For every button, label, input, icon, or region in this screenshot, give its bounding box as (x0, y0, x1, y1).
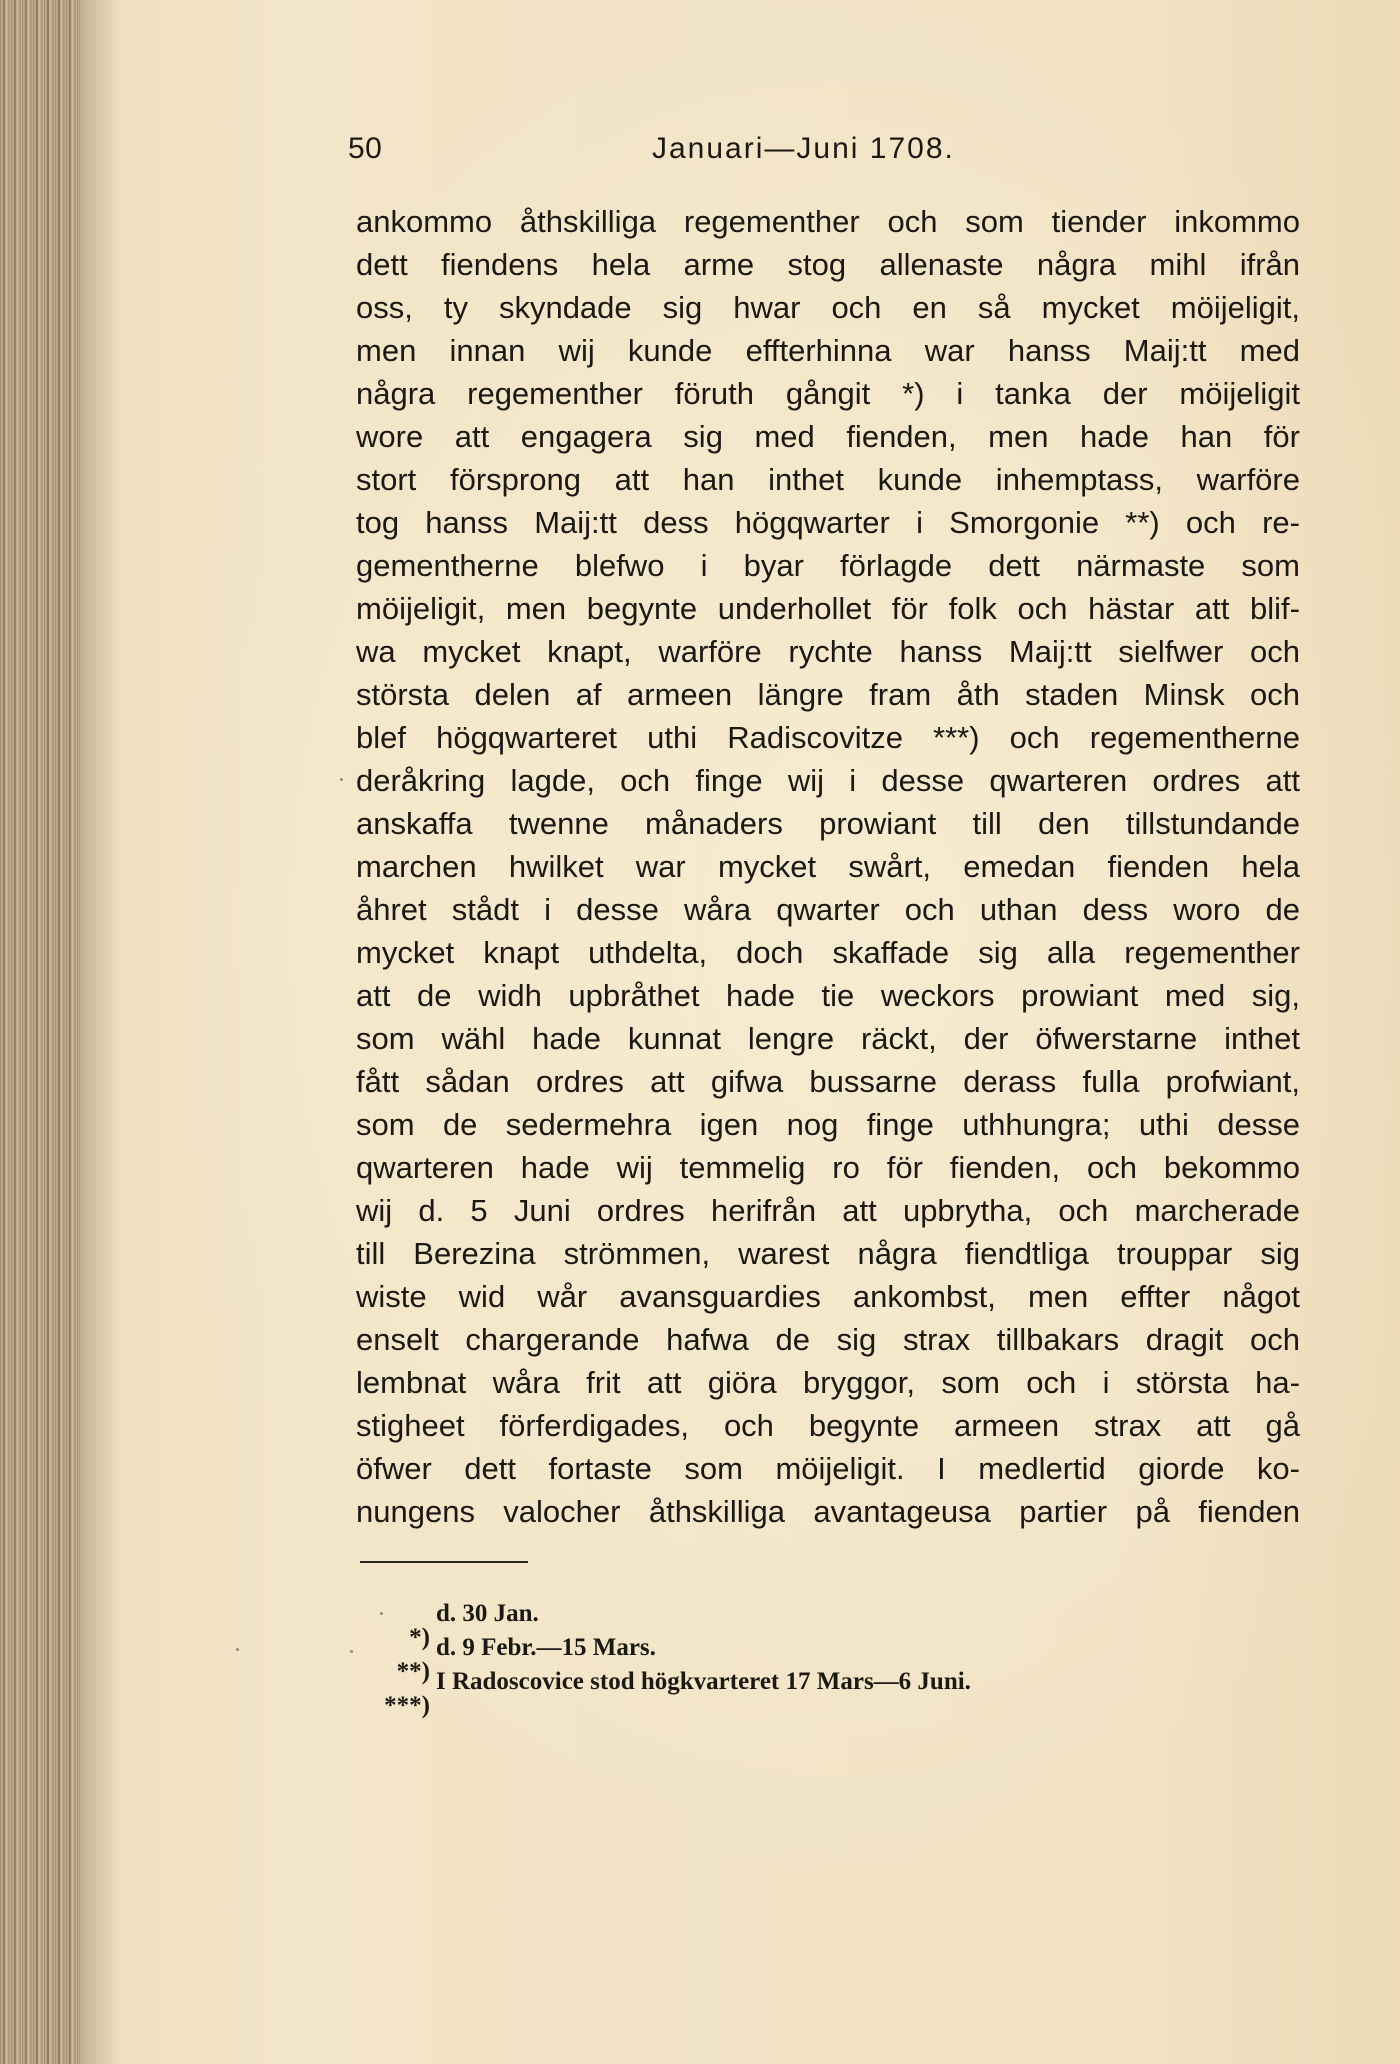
text-line: som de sedermehra igen nog finge uthhungra; uthi desse (356, 1107, 1300, 1142)
paper-speck (350, 1650, 353, 1653)
text-line: tog hanss Maij:tt dess högqwarter i Smorgonie **) och re- (356, 505, 1300, 540)
text-line: dett fiendens hela arme stog allenaste några mihl ifrån (356, 247, 1300, 282)
text-line: gementherne blefwo i byar förlagde dett närmaste som (356, 548, 1300, 583)
footnote-text: d. 9 Febr.—15 Mars. (436, 1634, 656, 1661)
text-line: wij d. 5 Juni ordres herifrån att upbrytha, och marcherade (356, 1193, 1300, 1228)
text-line: marchen hwilket war mycket swårt, emedan fienden hela (356, 849, 1300, 884)
text-line: nungens valocher åthskilliga avantageusa partier på fienden (356, 1494, 1300, 1529)
footnotes (384, 1597, 1236, 1719)
text-line: anskaffa twenne månaders prowiant till den tillstundande (356, 806, 1300, 841)
footnote-text: I Radoscovice stod högkvarteret 17 Mars—6 Juni. (436, 1668, 971, 1695)
page-header (0, 132, 1400, 176)
paper-speck (236, 1648, 239, 1651)
text-line: till Berezina strömmen, warest några fiendtliga trouppar sig (356, 1236, 1300, 1271)
text-line: fått sådan ordres att gifwa bussarne derass fulla profwiant, (356, 1064, 1300, 1099)
text-line: oss, ty skyndade sig hwar och en så mycket möijeligit, (356, 290, 1300, 325)
text-line: men innan wij kunde effterhinna war hanss Maij:tt med (356, 333, 1300, 368)
text-line: qwarteren hade wij temmelig ro för fienden, och bekommo (356, 1150, 1300, 1185)
text-line: som wähl hade kunnat lengre räckt, der öfwerstarne inthet (356, 1021, 1300, 1056)
text-line: åhret stådt i desse wåra qwarter och uthan dess woro de (356, 892, 1300, 927)
text-line: mycket knapt uthdelta, doch skaffade sig alla regementher (356, 935, 1300, 970)
text-line: stort försprong att han inthet kunde inhemptass, warföre (356, 462, 1300, 497)
body-text (356, 200, 1300, 1533)
footnote-divider (360, 1561, 528, 1563)
text-line: ankommo åthskilliga regementher och som tiender inkommo (356, 204, 1300, 239)
text-line: att de widh upbråthet hade tie weckors prowiant med sig, (356, 978, 1300, 1013)
text-line: öfwer dett fortaste som möijeligit. I medlertid giorde ko- (356, 1451, 1300, 1486)
text-line: wa mycket knapt, warföre rychte hanss Maij:tt sielfwer och (356, 634, 1300, 669)
text-line: stigheet förferdigades, och begynte armeen strax att gå (356, 1408, 1300, 1443)
text-line: möijeligit, men begynte underhollet för folk och hästar att blif- (356, 591, 1300, 626)
text-line: största delen af armeen längre fram åth staden Minsk och (356, 677, 1300, 712)
book-binding-edge (0, 0, 80, 2064)
binding-shadow (80, 0, 120, 2064)
footnote-mark: ***) (384, 1692, 430, 1719)
running-title: Januari—Juni 1708. (652, 132, 955, 165)
footnote-text: d. 30 Jan. (436, 1600, 539, 1627)
footnote-mark: *) (409, 1624, 430, 1651)
footnote (384, 1665, 1236, 1719)
text-line: några regementher föruth gångit *) i tanka der möijeligit (356, 376, 1300, 411)
text-line: blef högqwarteret uthi Radiscovitze ***) och regementherne (356, 720, 1300, 755)
text-line: wore att engagera sig med fienden, men hade han för (356, 419, 1300, 454)
paper-speck (380, 1612, 383, 1615)
text-line: wiste wid wår avansguardies ankombst, men effter något (356, 1279, 1300, 1314)
page-number: 50 (348, 132, 383, 165)
text-line: deråkring lagde, och finge wij i desse qwarteren ordres att (356, 763, 1300, 798)
paper-speck (340, 778, 343, 781)
text-line: enselt chargerande hafwa de sig strax tillbakars dragit och (356, 1322, 1300, 1357)
text-line: lembnat wåra frit att giöra bryggor, som och i största ha- (356, 1365, 1300, 1400)
footnote-mark: **) (396, 1658, 430, 1685)
